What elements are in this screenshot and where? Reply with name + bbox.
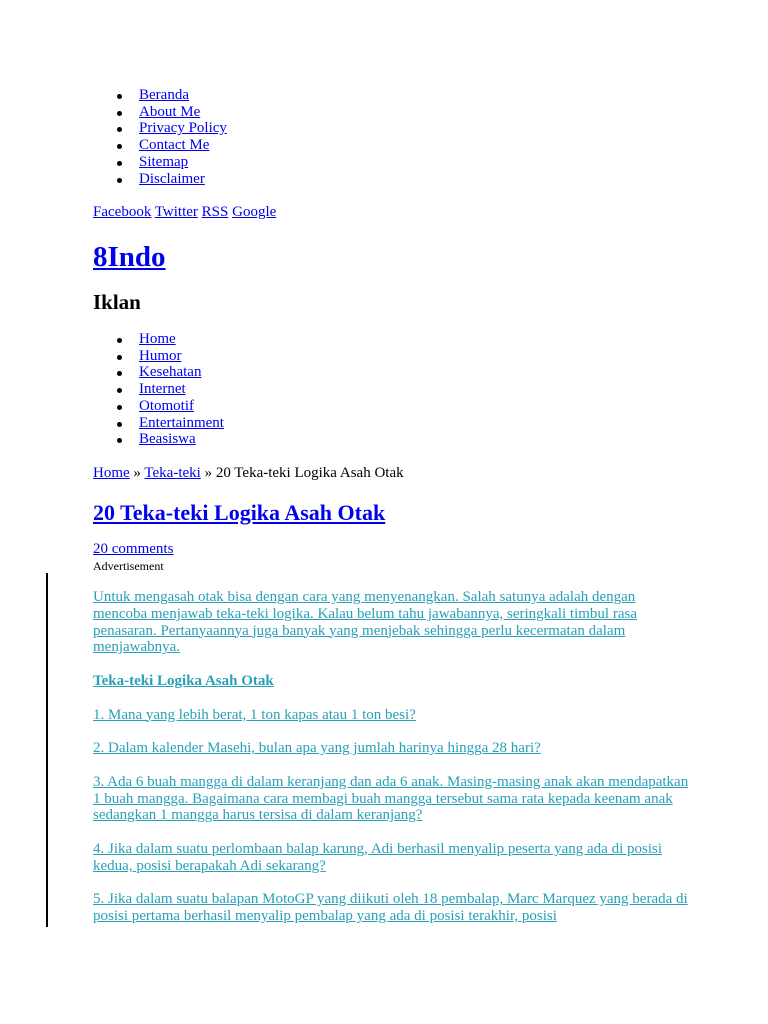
category-nav-item [93, 348, 224, 365]
top-nav-item [93, 171, 227, 188]
breadcrumb [93, 465, 404, 482]
post-content [93, 589, 693, 942]
social-links [93, 204, 276, 221]
top-nav-item [93, 120, 227, 137]
category-nav-item [93, 331, 224, 348]
top-nav-item [93, 87, 227, 104]
post-intro[interactable]: Untuk mengasah otak bisa dengan cara yang menyenangkan. Salah satunya adalah dengan mencoba menjawab teka-teki logika. Kalau belum tahu jawabannya, seringkali timbul rasa penasaran. Pertanyaannya juga banyak yang menjebak sehingga perlu kecermatan dalam menjawabnya. [93, 589, 637, 656]
comments-count [93, 541, 173, 558]
site-title [93, 237, 166, 277]
question-item[interactable]: 3. Ada 6 buah mangga di dalam keranjang dan ada 6 anak. Masing-masing anak akan mendapatkan 1 buah mangga. Bagaimana cara membagi buah mangga tersebut sama rata kepada keenam anak sedangkan 1 mangga harus tersisa di dalam keranjang? [93, 773, 689, 824]
nav-link-beranda[interactable]: Beranda [139, 87, 189, 103]
breadcrumb-separator: » [129, 465, 145, 481]
category-nav-item [93, 381, 224, 398]
comments-link[interactable]: 20 comments [93, 541, 174, 557]
category-link-otomotif[interactable]: Otomotif [139, 397, 194, 414]
category-nav-item [93, 364, 224, 381]
site-title-link[interactable]: 8Indo [93, 241, 166, 273]
category-link-humor[interactable]: Humor [139, 347, 182, 364]
breadcrumb-separator: » [200, 465, 216, 481]
category-link-beasiswa[interactable]: Beasiswa [139, 431, 196, 448]
rss-link[interactable]: RSS [201, 204, 229, 220]
breadcrumb-category-link[interactable]: Teka-teki [144, 465, 201, 481]
category-link-internet[interactable]: Internet [139, 381, 186, 398]
top-nav-menu [93, 87, 227, 187]
advertisement-label: Advertisement [93, 559, 164, 573]
question-item[interactable]: 5. Jika dalam suatu balapan MotoGP yang diikuti oleh 18 pembalap, Marc Marquez yang berada di posisi pertama berhasil menyalip pembalap yang ada di posisi terakhir, posisi [93, 891, 688, 925]
category-link-kesehatan[interactable]: Kesehatan [139, 364, 202, 381]
question-item[interactable]: 2. Dalam kalender Masehi, bulan apa yang jumlah harinya hingga 28 hari? [93, 740, 541, 757]
post-title [93, 498, 385, 528]
post-title-link[interactable]: 20 Teka-teki Logika Asah Otak [93, 500, 386, 525]
breadcrumb-home-link[interactable]: Home [93, 465, 130, 481]
category-nav-menu [93, 331, 224, 448]
top-nav-item [93, 154, 227, 171]
breadcrumb-current: 20 Teka-teki Logika Asah Otak [215, 465, 404, 481]
question-item[interactable]: 1. Mana yang lebih berat, 1 ton kapas atau 1 ton besi? [93, 706, 416, 723]
nav-link-disclaimer[interactable]: Disclaimer [139, 170, 205, 187]
widget-title: Iklan [93, 290, 141, 314]
category-link-entertainment[interactable]: Entertainment [139, 414, 224, 431]
category-nav-item [93, 431, 224, 448]
nav-link-privacy-policy[interactable]: Privacy Policy [139, 120, 227, 137]
nav-link-about-me[interactable]: About Me [139, 103, 201, 120]
nav-link-contact-me[interactable]: Contact Me [139, 137, 210, 154]
question-item[interactable]: 4. Jika dalam suatu perlombaan balap karung, Adi berhasil menyalip peserta yang ada di posisi kedua, posisi berapakah Adi sekarang? [93, 840, 663, 874]
facebook-link[interactable]: Facebook [93, 204, 152, 220]
top-nav-item [93, 104, 227, 121]
section-heading[interactable]: Teka-teki Logika Asah Otak [93, 672, 274, 689]
category-nav-item [93, 398, 224, 415]
content-left-border [46, 573, 48, 927]
category-link-home[interactable]: Home [139, 331, 176, 347]
nav-link-sitemap[interactable]: Sitemap [139, 153, 189, 170]
twitter-link[interactable]: Twitter [154, 204, 198, 220]
top-nav-item [93, 137, 227, 154]
google-link[interactable]: Google [232, 204, 277, 220]
category-nav-item [93, 415, 224, 432]
